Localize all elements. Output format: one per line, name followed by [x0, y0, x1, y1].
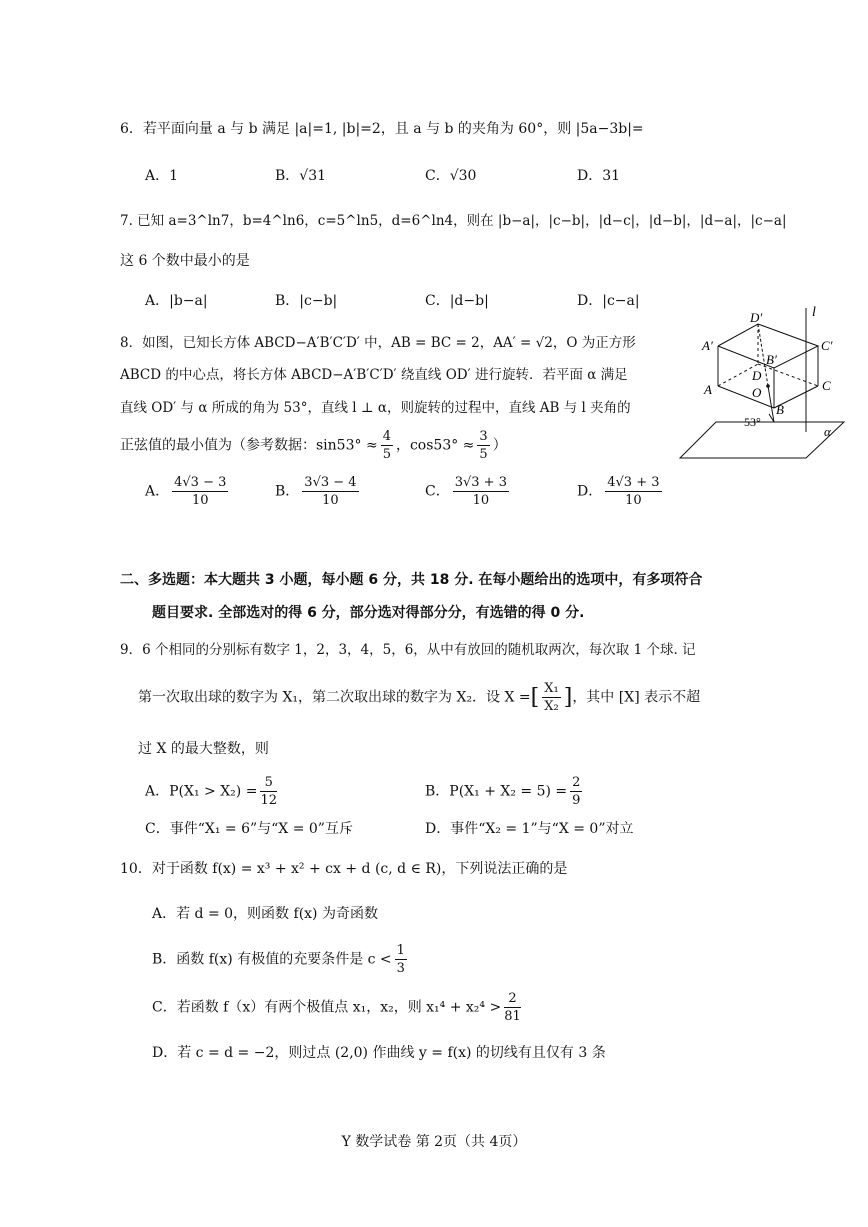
q6-option-c: C．√30 [425, 168, 477, 184]
label-a1: A′ [702, 338, 713, 353]
label-b1: B′ [766, 352, 777, 367]
q9-option-a-num: 5 [260, 774, 277, 792]
q9-option-a [145, 774, 280, 809]
q9-line-1: 9．6 个相同的分别标有数字 1，2，3，4，5，6，从中有放回的随机取两次，每次取 1 个球. 记 [120, 642, 696, 658]
label-o: O [752, 385, 762, 400]
label-a: A [704, 382, 712, 397]
q8-option-c-den: 10 [472, 493, 490, 508]
q10-option-c [152, 990, 524, 1025]
q10-stem: 10．对于函数 f(x) = x³ + x² + cx + d (c, d ∈ R)，下列说法正确的是 [120, 861, 568, 877]
q9-option-a-den: 12 [260, 793, 277, 808]
q8-option-b-den: 10 [322, 493, 339, 508]
q8-option-a [145, 474, 231, 509]
q9-option-b-fraction [570, 774, 582, 809]
q8-line-3: 直线 OD′ 与 α 所成的角为 53°，直线 l ⊥ α，则旋转的过程中，直线 AB 与 l 夹角的 [120, 400, 631, 416]
floor-bracket-left: [ [530, 685, 540, 710]
edge-a-b [718, 386, 774, 408]
sin-den: 5 [382, 447, 391, 462]
q8-option-b-num: 3√3 − 4 [304, 475, 357, 490]
label-l: l [812, 305, 816, 320]
edge-d-c-hidden [758, 364, 818, 386]
q10-option-d: D．若 c = d = −2，则过点 (2,0) 作曲线 y = f(x) 的切线有且仅有 3 条 [152, 1045, 606, 1061]
q8-option-c-fraction [453, 474, 509, 509]
q8-line-4-pre: 正弦值的最小值为（参考数据：sin53° ≈ [120, 437, 378, 454]
q9-option-b-num: 2 [572, 775, 581, 790]
q8-option-d-fraction [605, 474, 661, 509]
x-ratio-num: X₁ [544, 681, 559, 696]
q9-option-b [425, 774, 585, 809]
label-d: D [752, 368, 762, 383]
q7-option-b: B．|c−b| [275, 293, 338, 309]
floor-bracket-right: ] [563, 685, 573, 710]
q9-option-b-den: 9 [572, 793, 581, 808]
q10-option-b-num: 1 [396, 943, 405, 958]
label-d1: D′ [750, 310, 763, 325]
x-ratio-fraction [542, 680, 560, 715]
q9-line-3: 过 X 的最大整数，则 [138, 741, 269, 757]
section-2-header-line-1: 二、多选题：本大题共 3 小题，每小题 6 分，共 18 分. 在每小题给出的选项中，有多项符合 [120, 572, 703, 588]
sin-num: 4 [382, 429, 391, 444]
q9-option-c: C．事件“X₁ = 6”与“X = 0”互斥 [145, 821, 353, 837]
label-c: C [822, 378, 831, 393]
q8-option-b-fraction [302, 474, 358, 509]
q9-line-2-pre: 第一次取出球的数字为 X₁，第二次取出球的数字为 X₂．设 X = [138, 689, 531, 706]
q6-option-a: A．1 [145, 168, 179, 184]
q7-stem: 7. 已知 a=3^ln7，b=4^ln6，c=5^ln5，d=6^ln4，则在 |b−a|，|c−b|，|d−c|，|d−b|，|d−a|，|c−a| [120, 213, 787, 229]
q9-line-2 [138, 680, 700, 715]
cos-fraction [477, 428, 489, 463]
label-angle: 53° [744, 415, 761, 429]
q6-option-d: D．31 [577, 168, 621, 184]
q7-option-d: D．|c−a| [577, 293, 640, 309]
page-footer: Y 数学试卷 第 2页（共 4页） [341, 1134, 527, 1150]
q8-line-2: ABCD 的中心点，将长方体 ABCD−A′B′C′D′ 绕直线 OD′ 进行旋转．若平面 α 满足 [120, 367, 628, 383]
q10-option-c-den: 81 [504, 1009, 521, 1024]
q8-option-b-label: B． [275, 483, 300, 500]
sin-fraction [381, 428, 393, 463]
q8-line-4-mid: ，cos53° ≈ [395, 437, 475, 454]
q8-option-b [275, 474, 362, 509]
q7-option-c: C．|d−b| [425, 293, 489, 309]
q9-option-a-fraction [260, 774, 277, 809]
q7-option-a: A．|b−a| [145, 293, 208, 309]
section-2-header-line-2: 题目要求. 全部选对的得 6 分，部分选对得部分分，有选错的得 0 分. [152, 605, 585, 621]
q7-stem-2: 这 6 个数中最小的是 [120, 253, 250, 269]
label-alpha: α [824, 424, 831, 439]
q10-option-b [152, 942, 410, 977]
q8-line-1: 8．如图，已知长方体 ABCD−A′B′C′D′ 中，AB = BC = 2，AA′ = √2，O 为正方形 [120, 335, 636, 351]
x-ratio-den: X₂ [544, 699, 559, 714]
q8-option-d-label: D． [577, 483, 603, 500]
label-b: B [776, 402, 784, 417]
q8-option-a-label: A． [145, 483, 170, 500]
q8-line-4 [120, 428, 507, 463]
point-o [766, 384, 770, 388]
q6-stem: 6．若平面向量 a 与 b 满足 |a|=1, |b|=2，且 a 与 b 的夹角为 60°，则 |5a−3b|= [120, 121, 644, 137]
q10-option-a: A．若 d = 0，则函数 f(x) 为奇函数 [152, 906, 378, 922]
q9-option-a-pre: A．P(X₁ > X₂) = [145, 783, 258, 800]
q9-option-d: D．事件“X₂ = 1”与“X = 0”对立 [425, 821, 634, 837]
q9-line-2-post: ，其中 [X] 表示不超 [572, 689, 701, 706]
q10-option-b-fraction [395, 942, 407, 977]
cuboid-rotation-figure [676, 300, 851, 465]
q8-option-a-den: 10 [191, 493, 209, 508]
q8-option-c-num: 3√3 + 3 [454, 475, 507, 490]
q10-option-c-pre: C．若函数 f（x）有两个极值点 x₁，x₂，则 x₁⁴ + x₂⁴ > [152, 999, 502, 1016]
q9-option-b-pre: B．P(X₁ + X₂ = 5) = [425, 783, 568, 800]
q8-option-d-num: 4√3 + 3 [607, 475, 660, 490]
q8-option-d [577, 474, 665, 509]
cos-den: 5 [479, 447, 488, 462]
cos-num: 3 [479, 429, 488, 444]
q10-option-c-num: 2 [504, 990, 521, 1008]
q10-option-b-den: 3 [396, 961, 405, 976]
q10-option-b-pre: B．函数 f(x) 有极值的充要条件是 c < [152, 951, 392, 968]
q8-option-a-fraction [172, 474, 228, 509]
plane-alpha [680, 422, 844, 458]
q10-option-c-fraction [504, 990, 521, 1025]
q6-option-b: B．√31 [275, 168, 327, 184]
label-c1: C′ [821, 338, 833, 353]
q8-option-d-den: 10 [625, 493, 642, 508]
q8-option-a-num: 4√3 − 3 [174, 475, 227, 490]
q8-line-4-post: ） [492, 437, 507, 454]
q8-option-c [425, 474, 512, 509]
q8-option-c-label: C． [425, 483, 450, 500]
